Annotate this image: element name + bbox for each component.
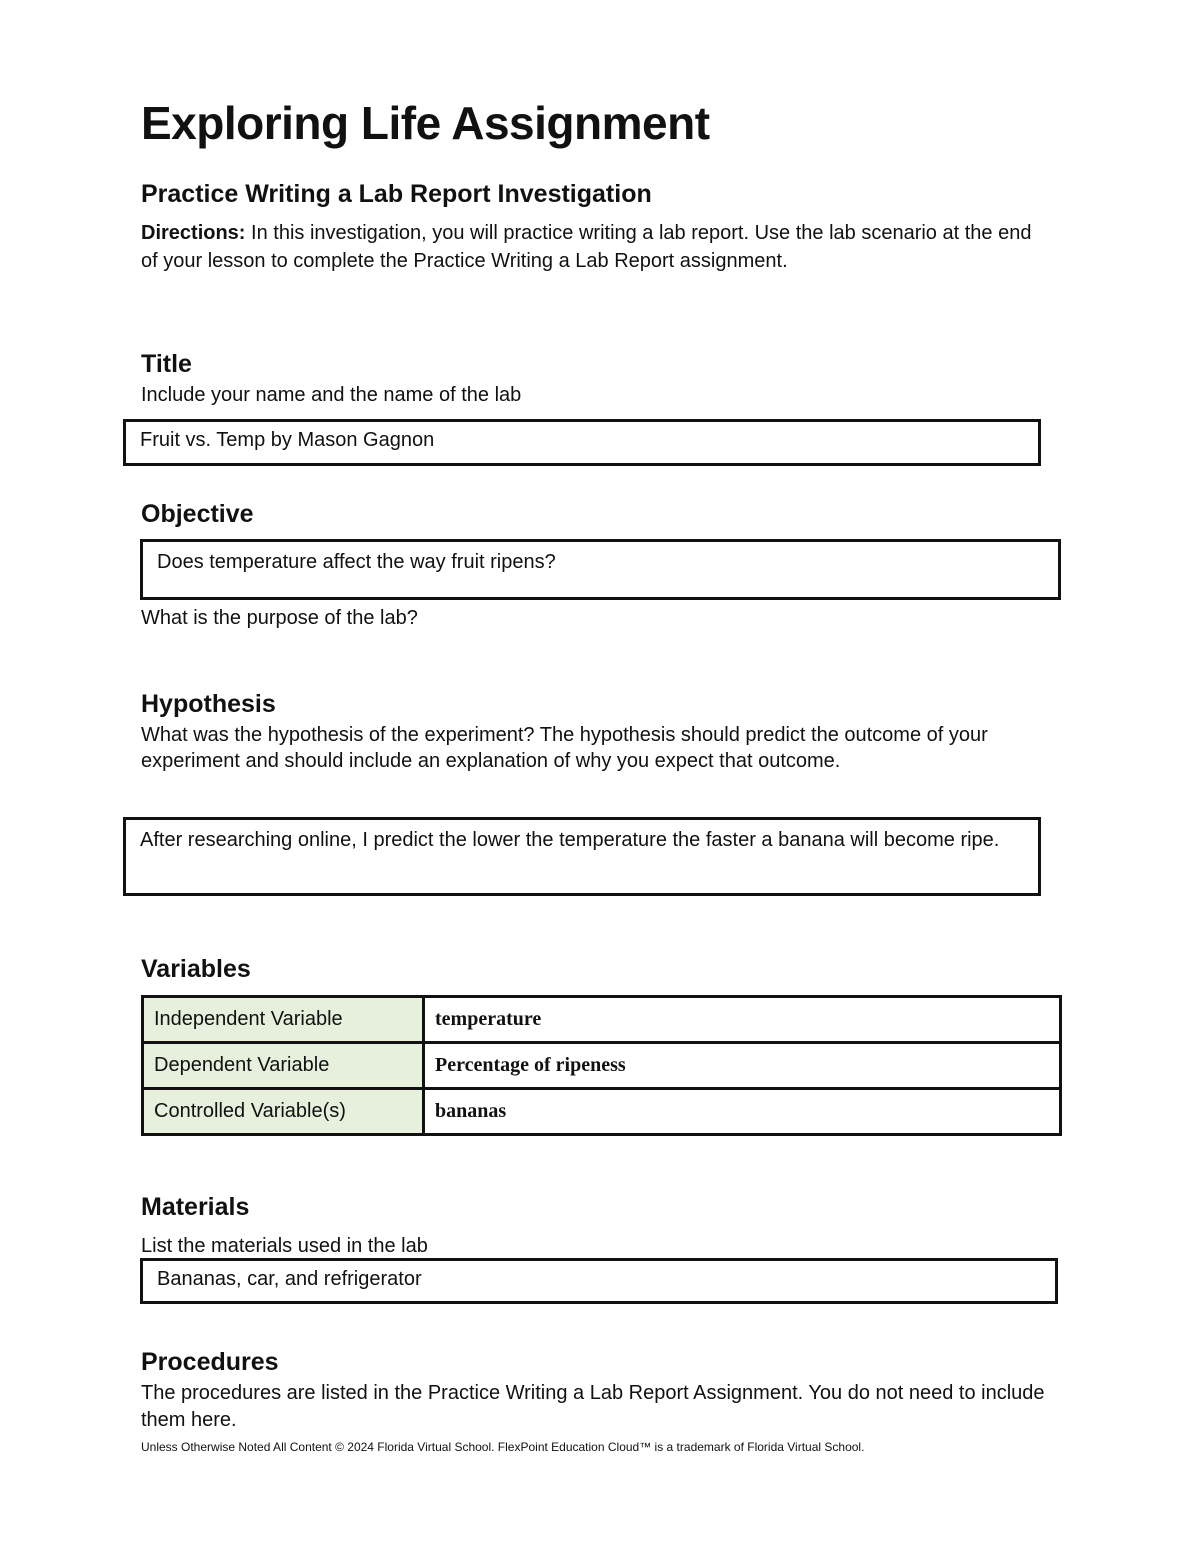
- hypothesis-heading: Hypothesis: [141, 690, 276, 718]
- table-row: [143, 1043, 1061, 1089]
- dependent-variable-value[interactable]: Percentage of ripeness: [424, 1043, 1061, 1089]
- objective-answer: Does temperature affect the way fruit ripens?: [157, 551, 556, 573]
- hypothesis-answer: After researching online, I predict the lower the temperature the faster a banana will become ripe.: [140, 829, 1000, 851]
- table-row: [143, 1089, 1061, 1135]
- objective-answer-box[interactable]: [140, 539, 1061, 600]
- hypothesis-answer-box[interactable]: [123, 817, 1041, 896]
- materials-instruction: List the materials used in the lab: [141, 1235, 428, 1257]
- independent-variable-label: Independent Variable: [143, 997, 424, 1043]
- title-answer-box[interactable]: [123, 419, 1041, 466]
- controlled-variables-label: Controlled Variable(s): [143, 1089, 424, 1135]
- directions: [141, 219, 1041, 275]
- document-title: Exploring Life Assignment: [141, 97, 710, 149]
- objective-instruction: What is the purpose of the lab?: [141, 607, 418, 629]
- objective-heading: Objective: [141, 500, 254, 528]
- copyright-footer: Unless Otherwise Noted All Content © 2024 Florida Virtual School. FlexPoint Education Cloud™ is a trademark of Florida Virtual School.: [141, 1440, 865, 1454]
- materials-answer-box[interactable]: [140, 1258, 1058, 1304]
- variables-heading: Variables: [141, 955, 251, 983]
- title-heading: Title: [141, 350, 192, 378]
- directions-text: In this investigation, you will practice writing a lab report. Use the lab scenario at the end of your lesson to complete the Practice Writing a Lab Report assignment.: [141, 222, 1032, 272]
- materials-answer: Bananas, car, and refrigerator: [157, 1268, 422, 1290]
- title-answer: Fruit vs. Temp by Mason Gagnon: [140, 429, 435, 451]
- procedures-heading: Procedures: [141, 1348, 279, 1376]
- directions-label: Directions:: [141, 222, 246, 244]
- table-row: [143, 997, 1061, 1043]
- variables-table: [141, 995, 1062, 1136]
- title-instruction: Include your name and the name of the lab: [141, 384, 522, 406]
- independent-variable-value[interactable]: temperature: [424, 997, 1061, 1043]
- hypothesis-instruction: What was the hypothesis of the experiment? The hypothesis should predict the outcome of your experiment and should include an explanation of why you expect that outcome.: [141, 724, 988, 772]
- dependent-variable-label: Dependent Variable: [143, 1043, 424, 1089]
- procedures-text: The procedures are listed in the Practice Writing a Lab Report Assignment. You do not need to include them here.: [141, 1382, 1045, 1431]
- controlled-variables-value[interactable]: bananas: [424, 1089, 1061, 1135]
- document-subtitle: Practice Writing a Lab Report Investigation: [141, 180, 652, 208]
- materials-heading: Materials: [141, 1193, 250, 1221]
